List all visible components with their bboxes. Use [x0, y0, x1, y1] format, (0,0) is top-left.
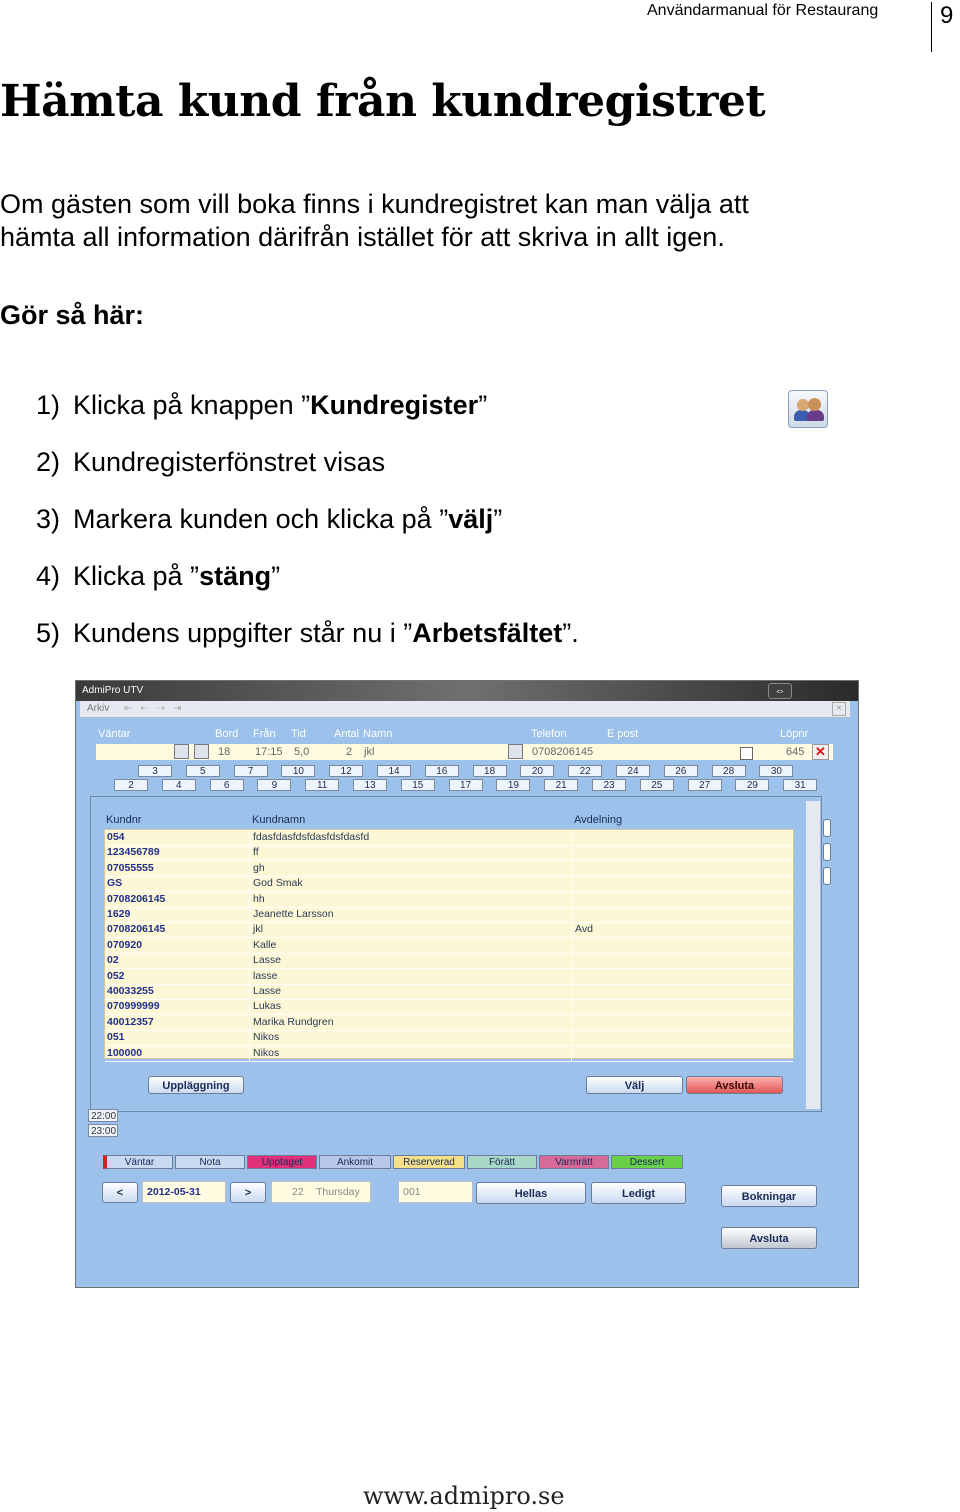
- avsluta-button[interactable]: Avsluta: [721, 1227, 817, 1249]
- valj-button[interactable]: Välj: [586, 1076, 683, 1094]
- table-row[interactable]: [105, 1015, 793, 1031]
- table-row[interactable]: [105, 938, 793, 954]
- label-fran: Från: [253, 728, 276, 740]
- day-button[interactable]: 15: [401, 779, 435, 791]
- cell-kundnamn: Lasse: [253, 985, 282, 997]
- day-button[interactable]: 29: [735, 779, 769, 791]
- cell-kundnr: 0708206145: [107, 892, 166, 905]
- dialog-scrollbar[interactable]: [806, 801, 820, 1109]
- day-button[interactable]: 12: [329, 765, 363, 777]
- day-button[interactable]: 25: [640, 779, 674, 791]
- day-button[interactable]: 30: [759, 765, 793, 777]
- cell-kundnamn: Marika Rundgren: [253, 1015, 334, 1028]
- booking-fields[interactable]: 18 17:15 5,0 2 jkl 0708206145 645: [96, 744, 833, 760]
- day-button[interactable]: 18: [473, 765, 507, 777]
- window-titlebar: AdmiPro UTV: [76, 681, 858, 701]
- instructions-label: Gör så här:: [0, 300, 145, 330]
- label-lopnr: Löpnr: [780, 728, 809, 740]
- table-row[interactable]: [105, 892, 793, 908]
- day-button[interactable]: 9: [257, 779, 291, 791]
- label-bord: Bord: [215, 728, 239, 740]
- time-slot[interactable]: 22:00: [88, 1109, 118, 1122]
- manual-title: Användarmanual för Restaurang: [647, 2, 879, 19]
- upplaggning-button[interactable]: Uppläggning: [148, 1076, 244, 1094]
- cell-kundnr: 123456789: [107, 846, 160, 859]
- day-field: 22 Thursday: [271, 1181, 371, 1203]
- table-row[interactable]: [105, 953, 793, 969]
- cell-kundnr: 40033255: [107, 985, 154, 997]
- close-icon[interactable]: ×: [832, 702, 846, 716]
- legend-item[interactable]: Upptaget: [247, 1155, 317, 1169]
- time-slot[interactable]: 23:00: [88, 1124, 118, 1137]
- legend-item[interactable]: Förätt: [467, 1155, 537, 1169]
- customer-table: [104, 829, 794, 1059]
- side-tab[interactable]: [823, 843, 831, 861]
- cell-kundnr: 051: [107, 1031, 125, 1044]
- restore-icon[interactable]: ⇔: [768, 683, 792, 699]
- kundregister-people-icon: [788, 390, 828, 428]
- cell-kundnamn: ff: [253, 846, 259, 859]
- label-tid: Tid: [291, 728, 306, 740]
- table-row[interactable]: [105, 1046, 793, 1062]
- cell-kundnamn: fdasfdasfdsfdasfdsfdasfd: [253, 831, 370, 843]
- next-day-button[interactable]: >: [230, 1182, 266, 1203]
- date-field[interactable]: 2012-05-31: [142, 1181, 226, 1203]
- app-screenshot: [75, 680, 859, 1288]
- label-namn: Namn: [363, 728, 393, 740]
- step-3: 3) Markera kunden och klicka på ”välj”: [36, 504, 503, 534]
- day-button[interactable]: 22: [568, 765, 602, 777]
- side-tab[interactable]: [823, 819, 831, 837]
- cell-kundnr: 07055555: [107, 861, 154, 874]
- avsluta-dialog-button[interactable]: Avsluta: [686, 1076, 783, 1094]
- column-kundnamn: Kundnamn: [252, 814, 306, 826]
- day-button[interactable]: 10: [281, 765, 315, 777]
- step-4: 4) Klicka på ”stäng”: [36, 561, 281, 591]
- side-tab[interactable]: [823, 867, 831, 885]
- day-button[interactable]: 17: [449, 779, 483, 791]
- hellas-button[interactable]: Hellas: [476, 1182, 586, 1204]
- intro-paragraph: Om gästen som vill boka finns i kundregistret kan man välja att hämta all information därifrån istället för att skriva in allt igen.: [0, 189, 749, 252]
- cell-avdelning: Avd: [575, 923, 593, 936]
- table-row[interactable]: [105, 907, 793, 923]
- header-divider: [931, 2, 932, 52]
- day-button[interactable]: 21: [544, 779, 578, 791]
- day-button[interactable]: 13: [353, 779, 387, 791]
- step-1: 1) Klicka på knappen ”Kundregister”: [36, 390, 488, 420]
- label-antal: Antal: [334, 728, 360, 740]
- cell-kundnamn: Nikos: [253, 1031, 280, 1044]
- cell-kundnr: 070920: [107, 938, 143, 951]
- cell-kundnamn: jkl: [253, 923, 263, 936]
- cell-kundnr: 100000: [107, 1046, 143, 1059]
- day-button[interactable]: 24: [616, 765, 650, 777]
- day-button[interactable]: 7: [234, 765, 268, 777]
- prev-day-button[interactable]: <: [102, 1182, 138, 1203]
- day-button[interactable]: 3: [138, 765, 172, 777]
- bokningar-button[interactable]: Bokningar: [721, 1185, 817, 1207]
- cell-kundnamn: gh: [253, 861, 265, 874]
- legend-item[interactable]: Nota: [175, 1155, 245, 1169]
- day-button[interactable]: 26: [664, 765, 698, 777]
- footer-url[interactable]: www.admipro.se: [363, 1482, 565, 1510]
- column-kundnr: Kundnr: [106, 814, 142, 826]
- day-button[interactable]: 2: [114, 779, 148, 791]
- kundregister-small-icon[interactable]: [174, 744, 189, 759]
- table-row[interactable]: [105, 999, 793, 1015]
- cell-kundnamn: Lukas: [253, 1000, 282, 1013]
- ledigt-button[interactable]: Ledigt: [591, 1182, 686, 1204]
- cell-kundnamn: lasse: [253, 969, 278, 982]
- cell-kundnamn: hh: [253, 892, 265, 905]
- day-button[interactable]: 19: [496, 779, 530, 791]
- cell-kundnr: 1629: [107, 908, 131, 920]
- phone-icon[interactable]: [508, 744, 523, 759]
- label-epost: E post: [607, 728, 639, 740]
- day-button[interactable]: 23: [592, 779, 626, 791]
- day-button[interactable]: 27: [688, 779, 722, 791]
- checkbox[interactable]: [740, 747, 753, 760]
- table-row[interactable]: [105, 876, 793, 892]
- cell-kundnr: 40012357: [107, 1015, 154, 1028]
- day-button[interactable]: 6: [210, 779, 244, 791]
- cell-kundnr: 052: [107, 969, 125, 982]
- cell-kundnamn: Kalle: [253, 938, 277, 951]
- legend-item[interactable]: Dessert: [611, 1155, 683, 1169]
- table-row[interactable]: [105, 1030, 793, 1046]
- cell-kundnamn: Jeanette Larsson: [253, 908, 334, 920]
- cell-kundnr: GS: [107, 877, 123, 890]
- menu-arkiv[interactable]: Arkiv: [87, 703, 110, 714]
- column-avdelning: Avdelning: [574, 814, 623, 826]
- page-heading: Hämta kund från kundregistret: [0, 76, 766, 127]
- cell-kundnamn: God Smak: [253, 877, 303, 890]
- code-field: 001: [398, 1181, 473, 1203]
- table-row[interactable]: [105, 922, 793, 938]
- cell-kundnr: 070999999: [107, 1000, 160, 1013]
- step-5: 5) Kundens uppgifter står nu i ”Arbetsfältet”.: [36, 618, 579, 648]
- table-row[interactable]: [105, 861, 793, 877]
- save-icon[interactable]: [194, 744, 209, 759]
- cell-kundnr: 0708206145: [107, 923, 166, 936]
- nav-arrows-icon: ⇤⇠⇢⇥: [124, 703, 190, 714]
- legend-item[interactable]: Varmrätt: [539, 1155, 609, 1169]
- day-button[interactable]: 4: [162, 779, 196, 791]
- day-button[interactable]: 28: [712, 765, 746, 777]
- cell-kundnamn: Lasse: [253, 954, 282, 967]
- legend-item[interactable]: Ankomit: [319, 1155, 391, 1169]
- cell-kundnr: 054: [107, 831, 125, 843]
- day-button[interactable]: 14: [377, 765, 411, 777]
- menubar: [80, 701, 850, 718]
- day-button[interactable]: 11: [305, 779, 339, 791]
- step-2: 2) Kundregisterfönstret visas: [36, 447, 386, 477]
- cell-kundnr: 02: [107, 954, 119, 967]
- legend-item[interactable]: Väntar: [103, 1155, 173, 1169]
- legend-item[interactable]: Reserverad: [393, 1155, 465, 1169]
- day-button[interactable]: 16: [425, 765, 459, 777]
- label-telefon: Telefon: [531, 728, 567, 740]
- table-row[interactable]: [105, 830, 793, 846]
- table-row[interactable]: [105, 845, 793, 861]
- table-row[interactable]: [105, 984, 793, 1000]
- label-vantar: Väntar: [98, 728, 131, 740]
- day-button[interactable]: 5: [186, 765, 220, 777]
- day-button[interactable]: 20: [520, 765, 554, 777]
- table-row[interactable]: [105, 969, 793, 985]
- page-number: 9: [940, 2, 954, 29]
- cell-kundnamn: Nikos: [253, 1046, 280, 1059]
- day-button[interactable]: 31: [783, 779, 817, 791]
- delete-icon[interactable]: ✕: [812, 744, 829, 760]
